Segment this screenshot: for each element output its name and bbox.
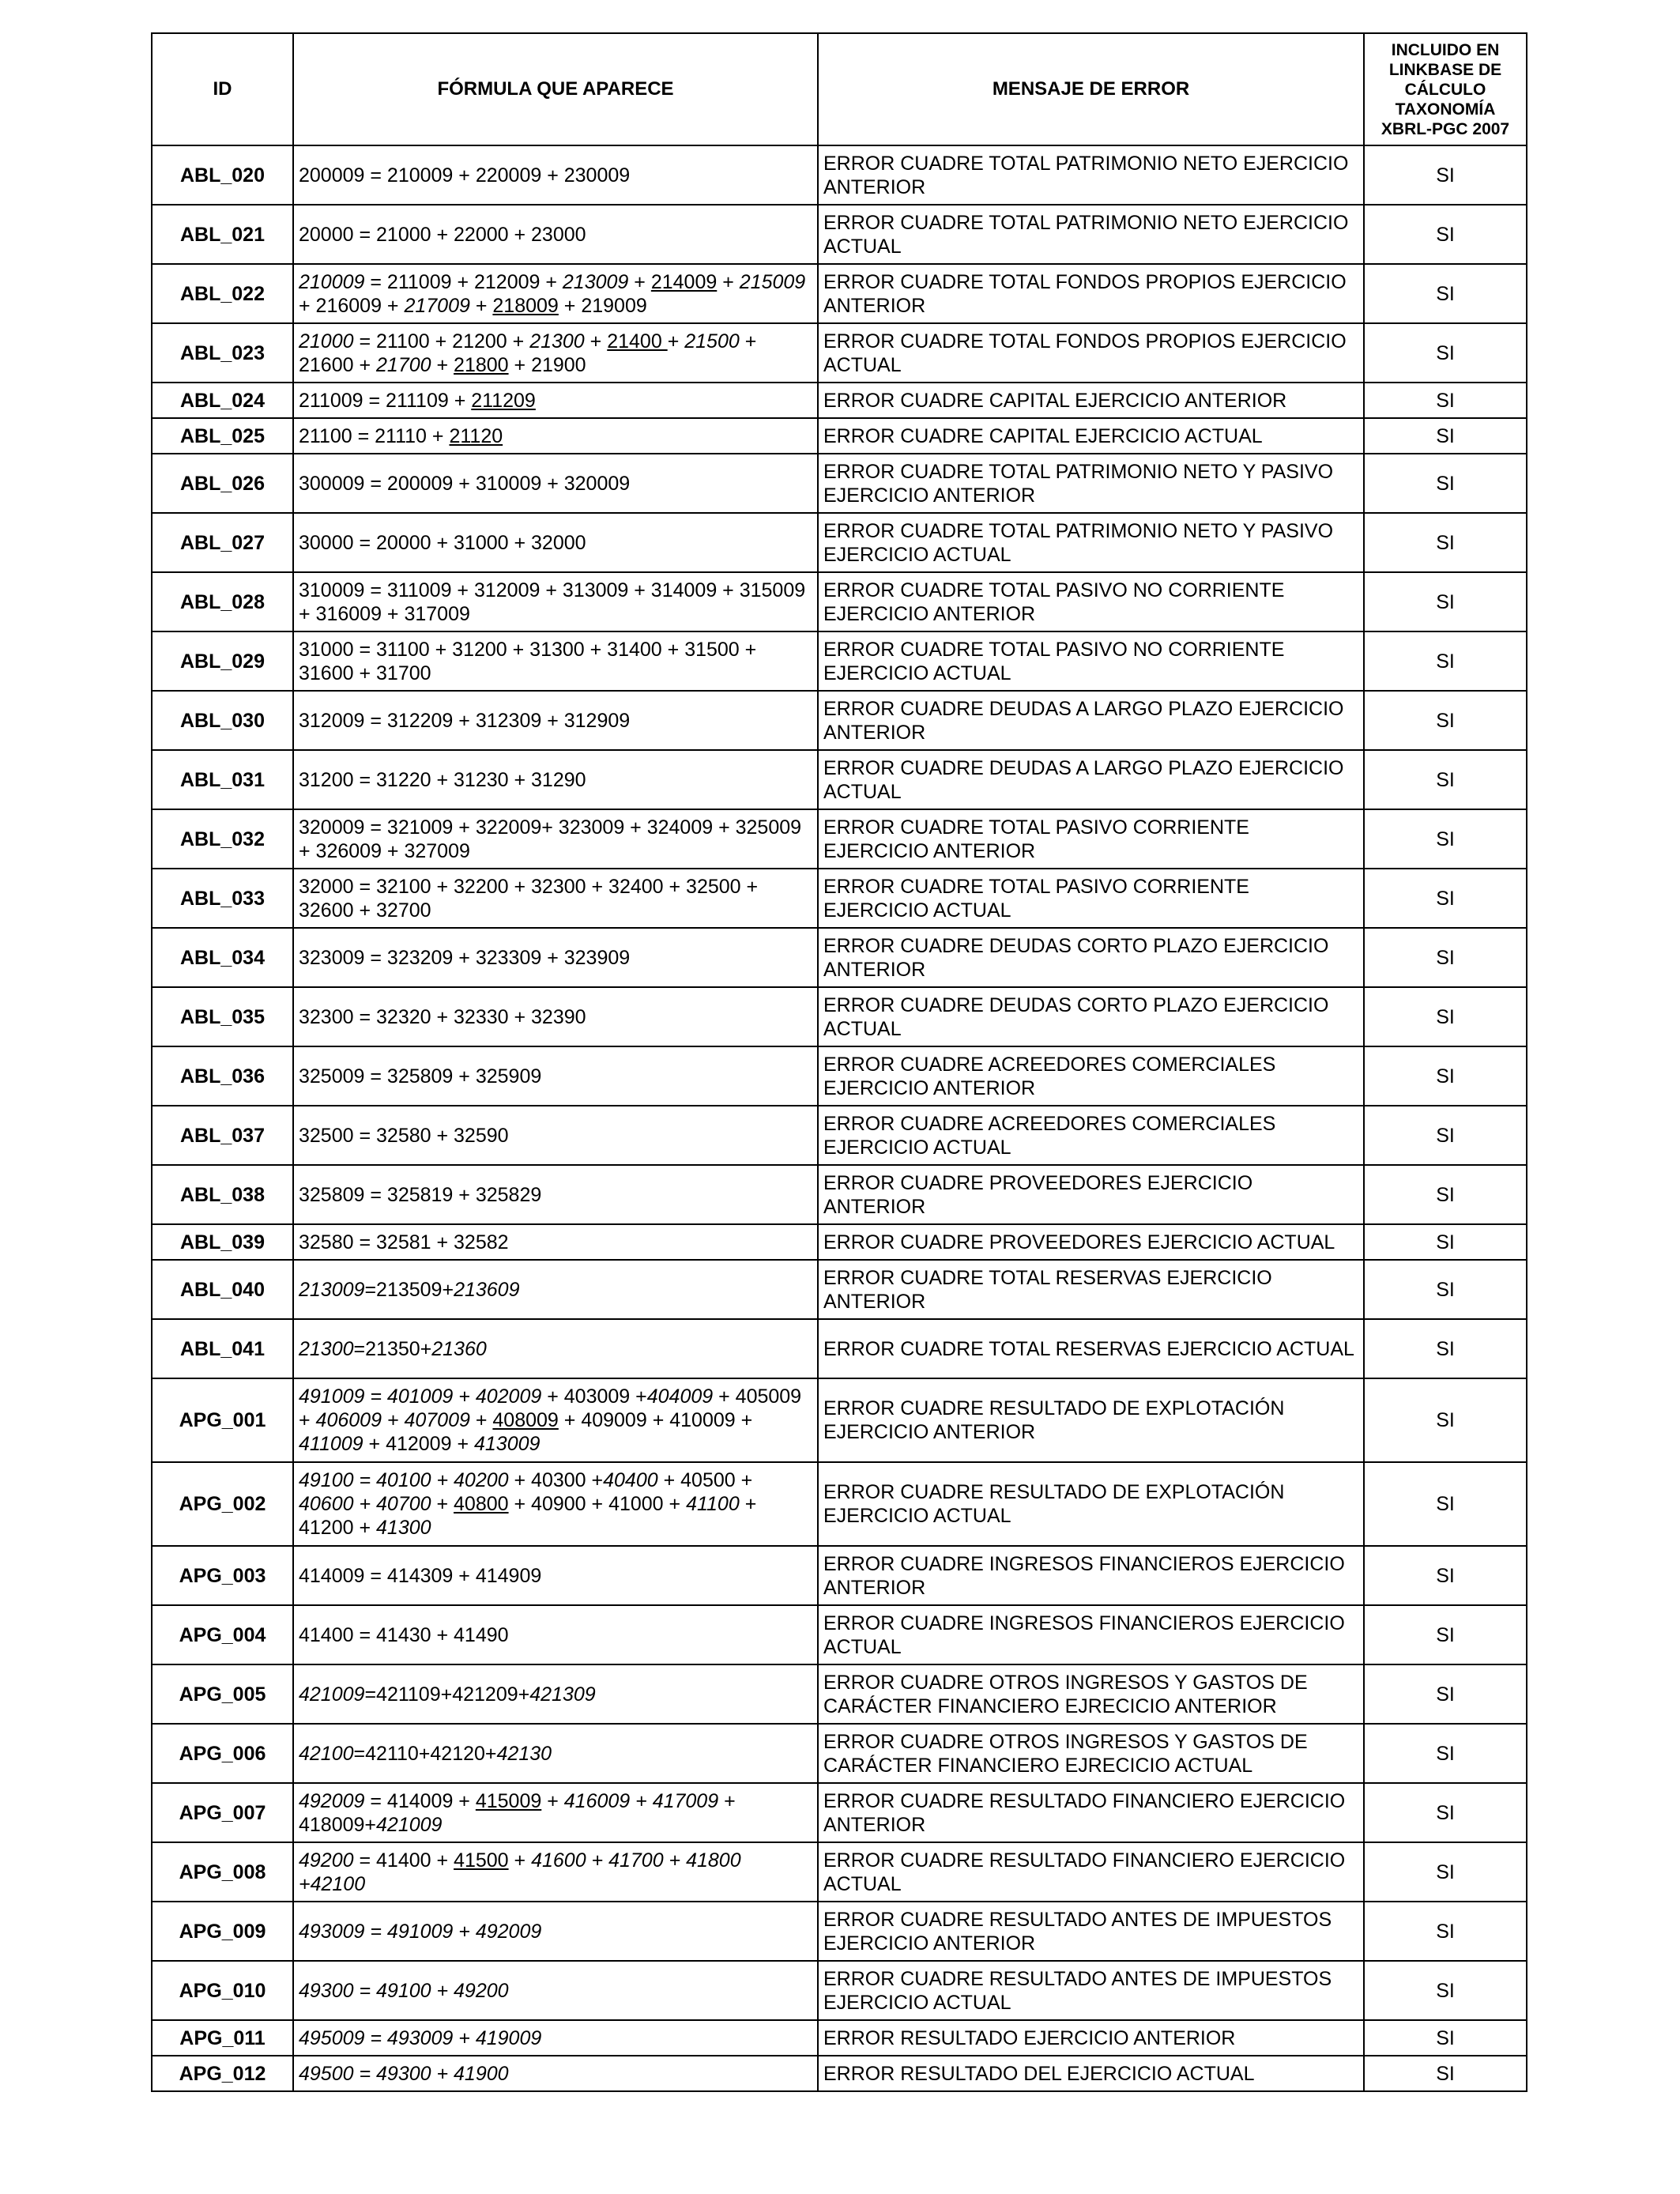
rule-formula — [293, 2056, 818, 2091]
rule-formula — [293, 2020, 818, 2056]
rule-id: ABL_036 — [152, 1046, 293, 1106]
formula-segment: 493009 = 491009 + 492009 — [299, 1920, 542, 1943]
included-flag: SI — [1364, 1462, 1527, 1546]
formula-segment: = 211009 + 212009 + — [364, 270, 563, 293]
formula-segment: 21800 — [454, 353, 509, 376]
formula-segment: 413009 — [473, 1433, 541, 1455]
error-message: ERROR CUADRE OTROS INGRESOS Y GASTOS DE CARÁCTER FINANCIERO EJRECICIO ANTERIOR — [818, 1664, 1364, 1724]
formula-segment: 21500 — [684, 330, 740, 352]
header-formula: FÓRMULA QUE APARECE — [293, 33, 818, 145]
formula-segment: 40800 — [454, 1493, 509, 1515]
rule-id: APG_002 — [152, 1462, 293, 1546]
rule-formula — [293, 383, 818, 418]
formula-segment: 49500 = 49300 + 41900 — [299, 2062, 509, 2085]
included-flag: SI — [1364, 1378, 1527, 1462]
rule-id: ABL_021 — [152, 205, 293, 264]
formula-segment: 41600 + 41700 + 41800 +42100 — [299, 1849, 741, 1895]
formula-segment: 300009 = 200009 + 310009 + 320009 — [299, 472, 631, 495]
table-row — [152, 2020, 1527, 2056]
rule-formula — [293, 1462, 818, 1546]
rule-formula — [293, 1783, 818, 1842]
rule-formula — [293, 572, 818, 631]
formula-segment: 49200 — [299, 1849, 354, 1872]
formula-segment: 31000 = 31100 + 31200 + 31300 + 31400 + 31500 + 31600 + 31700 — [299, 638, 757, 684]
table-body — [152, 145, 1527, 2091]
rule-id: ABL_041 — [152, 1319, 293, 1378]
formula-segment: 40400 — [603, 1469, 658, 1491]
rule-formula — [293, 418, 818, 454]
formula-segment: 408009 — [492, 1409, 559, 1431]
rule-id: ABL_032 — [152, 809, 293, 869]
formula-segment: 215009 — [739, 270, 806, 293]
table-row — [152, 418, 1527, 454]
formula-segment: + — [541, 1789, 564, 1812]
error-message: ERROR CUADRE TOTAL PATRIMONIO NETO Y PASIVO EJERCICIO ANTERIOR — [818, 454, 1364, 513]
table-row — [152, 869, 1527, 928]
error-message: ERROR CUADRE TOTAL PASIVO NO CORRIENTE EJERCICIO ACTUAL — [818, 631, 1364, 691]
table-row — [152, 264, 1527, 323]
table-row — [152, 1106, 1527, 1165]
error-message: ERROR CUADRE ACREEDORES COMERCIALES EJERCICIO ACTUAL — [818, 1106, 1364, 1165]
formula-segment: 310009 = 311009 + 312009 + 313009 + 314009 + 315009 + 316009 + 317009 — [299, 579, 806, 625]
error-message: ERROR CUADRE PROVEEDORES EJERCICIO ACTUAL — [818, 1224, 1364, 1260]
header-id: ID — [152, 33, 293, 145]
header-included-line: TAXONOMÍA — [1395, 100, 1496, 119]
formula-segment: 49100 = 40100 + 40200 — [299, 1469, 509, 1491]
formula-segment: 415009 — [475, 1789, 542, 1812]
formula-segment: 213609 — [454, 1278, 520, 1301]
formula-segment: 21300 — [529, 330, 585, 352]
formula-segment: + 21600 + — [299, 330, 757, 376]
rule-formula — [293, 264, 818, 323]
error-message: ERROR CUADRE TOTAL PASIVO NO CORRIENTE EJERCICIO ANTERIOR — [818, 572, 1364, 631]
table-row — [152, 205, 1527, 264]
included-flag: SI — [1364, 513, 1527, 572]
formula-segment: 42130 — [496, 1742, 552, 1765]
formula-segment: 200009 = 210009 + 220009 + 230009 — [299, 164, 631, 187]
formula-segment: + 40900 + 41000 + — [508, 1493, 687, 1515]
rule-id: ABL_030 — [152, 691, 293, 750]
rule-formula — [293, 750, 818, 809]
table-row — [152, 631, 1527, 691]
table-row — [152, 1961, 1527, 2020]
error-message: ERROR CUADRE PROVEEDORES EJERCICIO ANTERIOR — [818, 1165, 1364, 1224]
table-row — [152, 383, 1527, 418]
table-row — [152, 1462, 1527, 1546]
table-row — [152, 1546, 1527, 1605]
table-row — [152, 1842, 1527, 1902]
included-flag: SI — [1364, 1260, 1527, 1319]
rule-formula — [293, 1902, 818, 1961]
formula-segment: = 41400 + — [353, 1849, 454, 1872]
error-message: ERROR CUADRE TOTAL FONDOS PROPIOS EJERCICIO ANTERIOR — [818, 264, 1364, 323]
error-message: ERROR CUADRE DEUDAS A LARGO PLAZO EJERCICIO ANTERIOR — [818, 691, 1364, 750]
table-row — [152, 2056, 1527, 2091]
formula-segment: 414009 = 414309 + 414909 — [299, 1564, 542, 1587]
error-rules-table — [151, 32, 1527, 2092]
table-row — [152, 1664, 1527, 1724]
included-flag: SI — [1364, 631, 1527, 691]
formula-segment: = 414009 + — [364, 1789, 476, 1812]
formula-segment: 32580 = 32581 + 32582 — [299, 1231, 509, 1253]
rule-formula — [293, 809, 818, 869]
formula-segment: =421109+421209+ — [364, 1683, 530, 1706]
rule-id: ABL_029 — [152, 631, 293, 691]
table-row — [152, 691, 1527, 750]
formula-segment: 41400 = 41430 + 41490 — [299, 1623, 509, 1646]
formula-segment: 49300 = 49100 + 49200 — [299, 1979, 509, 2002]
rule-id: APG_011 — [152, 2020, 293, 2056]
rule-id: APG_006 — [152, 1724, 293, 1783]
rule-id: ABL_026 — [152, 454, 293, 513]
rule-formula — [293, 513, 818, 572]
error-message: ERROR CUADRE RESULTADO DE EXPLOTACIÓN EJERCICIO ACTUAL — [818, 1462, 1364, 1546]
formula-segment: 320009 = 321009 + 322009+ 323009 + 324009 + 325009 + 326009 + 327009 — [299, 816, 802, 862]
rule-id: APG_001 — [152, 1378, 293, 1462]
formula-segment: 421009 — [299, 1683, 365, 1706]
formula-segment: + 21900 — [508, 353, 586, 376]
table-row — [152, 750, 1527, 809]
rule-id: ABL_023 — [152, 323, 293, 383]
included-flag: SI — [1364, 1546, 1527, 1605]
included-flag: SI — [1364, 145, 1527, 205]
table-row — [152, 1605, 1527, 1664]
formula-segment: 21000 — [299, 330, 354, 352]
formula-segment: 21100 = 21110 + — [299, 424, 450, 447]
rule-id: ABL_039 — [152, 1224, 293, 1260]
included-flag: SI — [1364, 1319, 1527, 1378]
formula-segment: + 219009 — [558, 294, 647, 317]
rule-formula — [293, 1165, 818, 1224]
included-flag: SI — [1364, 264, 1527, 323]
error-message: ERROR CUADRE RESULTADO DE EXPLOTACIÓN EJERCICIO ANTERIOR — [818, 1378, 1364, 1462]
header-included-line: INCLUIDO EN — [1391, 40, 1500, 59]
rule-formula — [293, 145, 818, 205]
error-message: ERROR CUADRE DEUDAS CORTO PLAZO EJERCICIO ANTERIOR — [818, 928, 1364, 987]
formula-segment: 411009 — [299, 1433, 363, 1455]
header-included-line: XBRL-PGC 2007 — [1381, 119, 1510, 138]
rule-id: ABL_028 — [152, 572, 293, 631]
rule-formula — [293, 1260, 818, 1319]
formula-segment: 213009 — [562, 270, 629, 293]
included-flag: SI — [1364, 1605, 1527, 1664]
formula-segment: 211209 — [471, 389, 536, 412]
formula-segment: + — [469, 294, 493, 317]
table-row — [152, 809, 1527, 869]
formula-segment: + 403009 + — [541, 1385, 647, 1408]
table-row — [152, 987, 1527, 1046]
formula-segment: 21400 — [607, 330, 668, 352]
included-flag: SI — [1364, 1724, 1527, 1783]
table-row — [152, 572, 1527, 631]
formula-segment: 492009 — [299, 1789, 365, 1812]
included-flag: SI — [1364, 1664, 1527, 1724]
error-message: ERROR CUADRE TOTAL PATRIMONIO NETO Y PASIVO EJERCICIO ACTUAL — [818, 513, 1364, 572]
formula-segment: 416009 + 417009 — [563, 1789, 719, 1812]
rule-formula — [293, 631, 818, 691]
formula-segment: =21350+ — [353, 1337, 432, 1360]
error-message: ERROR CUADRE TOTAL PASIVO CORRIENTE EJERCICIO ACTUAL — [818, 869, 1364, 928]
formula-segment: 41500 — [454, 1849, 509, 1872]
formula-segment: 31200 = 31220 + 31230 + 31290 — [299, 768, 586, 791]
rule-id: ABL_031 — [152, 750, 293, 809]
header-included-line: LINKBASE DE — [1388, 60, 1502, 79]
error-message: ERROR CUADRE TOTAL RESERVAS EJERCICIO ACTUAL — [818, 1319, 1364, 1378]
included-flag: SI — [1364, 869, 1527, 928]
formula-segment: 41300 — [376, 1517, 431, 1539]
error-message: ERROR CUADRE TOTAL PATRIMONIO NETO EJERCICIO ANTERIOR — [818, 145, 1364, 205]
included-flag: SI — [1364, 1902, 1527, 1961]
table-row — [152, 513, 1527, 572]
header-included — [1364, 33, 1527, 145]
formula-segment: 21120 — [449, 424, 503, 447]
rule-id: ABL_024 — [152, 383, 293, 418]
formula-segment: + — [667, 330, 685, 352]
rule-id: APG_005 — [152, 1664, 293, 1724]
table-row — [152, 928, 1527, 987]
formula-segment: 404009 — [646, 1385, 714, 1408]
error-message: ERROR CUADRE RESULTADO ANTES DE IMPUESTOS EJERCICIO ANTERIOR — [818, 1902, 1364, 1961]
included-flag: SI — [1364, 1961, 1527, 2020]
formula-segment: + 405009 + — [299, 1385, 802, 1431]
included-flag: SI — [1364, 2056, 1527, 2091]
included-flag: SI — [1364, 323, 1527, 383]
rule-id: APG_012 — [152, 2056, 293, 2091]
rule-id: ABL_040 — [152, 1260, 293, 1319]
formula-segment: + 412009 + — [363, 1433, 474, 1455]
rule-id: ABL_022 — [152, 264, 293, 323]
rule-id: ABL_033 — [152, 869, 293, 928]
rule-formula — [293, 1664, 818, 1724]
formula-segment: 21360 — [431, 1337, 487, 1360]
error-message: ERROR CUADRE TOTAL RESERVAS EJERCICIO ANTERIOR — [818, 1260, 1364, 1319]
formula-segment: + — [717, 270, 740, 293]
formula-segment: 323009 = 323209 + 323309 + 323909 — [299, 946, 631, 969]
rule-formula — [293, 1842, 818, 1902]
error-message: ERROR CUADRE DEUDAS A LARGO PLAZO EJERCICIO ACTUAL — [818, 750, 1364, 809]
rule-formula — [293, 1546, 818, 1605]
header-message: MENSAJE DE ERROR — [818, 33, 1364, 145]
rule-formula — [293, 928, 818, 987]
formula-segment: + 40300 + — [508, 1469, 604, 1491]
included-flag: SI — [1364, 418, 1527, 454]
formula-segment: 20000 = 21000 + 22000 + 23000 — [299, 223, 586, 246]
included-flag: SI — [1364, 1842, 1527, 1902]
formula-segment: 218009 — [492, 294, 559, 317]
formula-segment: + — [628, 270, 651, 293]
formula-segment: 40600 + 40700 — [299, 1493, 431, 1515]
formula-segment: + 216009 + — [299, 294, 405, 317]
rule-formula — [293, 1319, 818, 1378]
formula-segment: 32000 = 32100 + 32200 + 32300 + 32400 + 32500 + 32600 + 32700 — [299, 875, 759, 922]
table-row — [152, 1260, 1527, 1319]
table-row — [152, 1319, 1527, 1378]
table-row — [152, 1224, 1527, 1260]
error-message: ERROR CUADRE TOTAL PASIVO CORRIENTE EJERCICIO ANTERIOR — [818, 809, 1364, 869]
included-flag: SI — [1364, 1165, 1527, 1224]
table-row — [152, 1378, 1527, 1462]
formula-segment: 325009 = 325809 + 325909 — [299, 1065, 542, 1088]
rule-formula — [293, 454, 818, 513]
included-flag: SI — [1364, 205, 1527, 264]
formula-segment: 32500 = 32580 + 32590 — [299, 1124, 509, 1147]
formula-segment: 421009 — [376, 1813, 443, 1836]
formula-segment: 214009 — [650, 270, 718, 293]
error-message: ERROR CUADRE OTROS INGRESOS Y GASTOS DE CARÁCTER FINANCIERO EJRECICIO ACTUAL — [818, 1724, 1364, 1783]
table-row — [152, 1902, 1527, 1961]
header-row — [152, 33, 1527, 145]
error-message: ERROR CUADRE RESULTADO FINANCIERO EJERCICIO ANTERIOR — [818, 1783, 1364, 1842]
rule-id: ABL_035 — [152, 987, 293, 1046]
rule-id: APG_008 — [152, 1842, 293, 1902]
included-flag: SI — [1364, 454, 1527, 513]
table-row — [152, 1165, 1527, 1224]
rule-formula — [293, 1224, 818, 1260]
error-message: ERROR CUADRE CAPITAL EJERCICIO ANTERIOR — [818, 383, 1364, 418]
error-message: ERROR CUADRE CAPITAL EJERCICIO ACTUAL — [818, 418, 1364, 454]
table-row — [152, 1783, 1527, 1842]
formula-segment: 21300 — [299, 1337, 354, 1360]
included-flag: SI — [1364, 809, 1527, 869]
table-row — [152, 145, 1527, 205]
rule-formula — [293, 1961, 818, 2020]
formula-segment: =213509+ — [364, 1278, 454, 1301]
rule-formula — [293, 1106, 818, 1165]
rule-id: APG_010 — [152, 1961, 293, 2020]
formula-segment: + — [508, 1849, 532, 1872]
rule-id: ABL_020 — [152, 145, 293, 205]
formula-segment: 42100 — [299, 1742, 354, 1765]
rule-formula — [293, 869, 818, 928]
error-message: ERROR CUADRE RESULTADO FINANCIERO EJERCICIO ACTUAL — [818, 1842, 1364, 1902]
error-message: ERROR CUADRE RESULTADO ANTES DE IMPUESTOS EJERCICIO ACTUAL — [818, 1961, 1364, 2020]
table-row — [152, 1046, 1527, 1106]
rule-id: ABL_034 — [152, 928, 293, 987]
included-flag: SI — [1364, 987, 1527, 1046]
rule-id: ABL_027 — [152, 513, 293, 572]
rule-formula — [293, 205, 818, 264]
formula-segment: 30000 = 20000 + 31000 + 32000 — [299, 531, 586, 554]
error-message: ERROR RESULTADO EJERCICIO ANTERIOR — [818, 2020, 1364, 2056]
formula-segment: + 40500 + — [657, 1469, 753, 1491]
table-row — [152, 454, 1527, 513]
table-row — [152, 323, 1527, 383]
rule-id: APG_009 — [152, 1902, 293, 1961]
formula-segment: 312009 = 312209 + 312309 + 312909 — [299, 709, 631, 732]
rule-formula — [293, 691, 818, 750]
formula-segment: + 41200 + — [299, 1493, 757, 1539]
included-flag: SI — [1364, 383, 1527, 418]
rule-id: ABL_037 — [152, 1106, 293, 1165]
error-message: ERROR CUADRE ACREEDORES COMERCIALES EJERCICIO ANTERIOR — [818, 1046, 1364, 1106]
error-message: ERROR CUADRE TOTAL PATRIMONIO NETO EJERCICIO ACTUAL — [818, 205, 1364, 264]
rule-id: APG_003 — [152, 1546, 293, 1605]
header-included-line: CÁLCULO — [1404, 80, 1486, 99]
rule-formula — [293, 987, 818, 1046]
included-flag: SI — [1364, 750, 1527, 809]
rule-formula — [293, 323, 818, 383]
formula-segment: 210009 — [299, 270, 365, 293]
formula-segment: =42110+42120+ — [353, 1742, 497, 1765]
formula-segment: 213009 — [299, 1278, 365, 1301]
error-message: ERROR CUADRE TOTAL FONDOS PROPIOS EJERCICIO ACTUAL — [818, 323, 1364, 383]
formula-segment: 421309 — [529, 1683, 596, 1706]
rule-id: APG_007 — [152, 1783, 293, 1842]
formula-segment: = 21100 + 21200 + — [353, 330, 530, 352]
formula-segment: 41100 — [686, 1493, 740, 1515]
error-message: ERROR CUADRE INGRESOS FINANCIEROS EJERCICIO ANTERIOR — [818, 1546, 1364, 1605]
formula-segment: 217009 — [404, 294, 470, 317]
formula-segment: 406009 + 407009 — [315, 1409, 470, 1431]
formula-segment: + — [469, 1409, 493, 1431]
formula-segment: 211009 = 211109 + — [299, 389, 472, 412]
formula-segment: 491009 = 401009 + 402009 — [299, 1385, 542, 1408]
table-row — [152, 1724, 1527, 1783]
included-flag: SI — [1364, 928, 1527, 987]
rule-formula — [293, 1605, 818, 1664]
rule-formula — [293, 1724, 818, 1783]
formula-segment: + — [431, 1493, 454, 1515]
included-flag: SI — [1364, 1224, 1527, 1260]
error-message: ERROR CUADRE DEUDAS CORTO PLAZO EJERCICIO ACTUAL — [818, 987, 1364, 1046]
rule-id: APG_004 — [152, 1605, 293, 1664]
rule-formula — [293, 1378, 818, 1462]
formula-segment: 21700 — [376, 353, 431, 376]
included-flag: SI — [1364, 572, 1527, 631]
included-flag: SI — [1364, 1106, 1527, 1165]
rule-formula — [293, 1046, 818, 1106]
formula-segment: + 418009+ — [299, 1789, 736, 1836]
formula-segment: + 409009 + 410009 + — [558, 1409, 753, 1431]
rule-id: ABL_025 — [152, 418, 293, 454]
error-message: ERROR CUADRE INGRESOS FINANCIEROS EJERCICIO ACTUAL — [818, 1605, 1364, 1664]
included-flag: SI — [1364, 1046, 1527, 1106]
formula-segment: 32300 = 32320 + 32330 + 32390 — [299, 1005, 586, 1028]
formula-segment: 325809 = 325819 + 325829 — [299, 1183, 542, 1206]
formula-segment: + — [431, 353, 454, 376]
included-flag: SI — [1364, 691, 1527, 750]
formula-segment: 495009 = 493009 + 419009 — [299, 2026, 542, 2049]
included-flag: SI — [1364, 2020, 1527, 2056]
included-flag: SI — [1364, 1783, 1527, 1842]
error-message: ERROR RESULTADO DEL EJERCICIO ACTUAL — [818, 2056, 1364, 2091]
formula-segment: + — [584, 330, 608, 352]
rule-id: ABL_038 — [152, 1165, 293, 1224]
